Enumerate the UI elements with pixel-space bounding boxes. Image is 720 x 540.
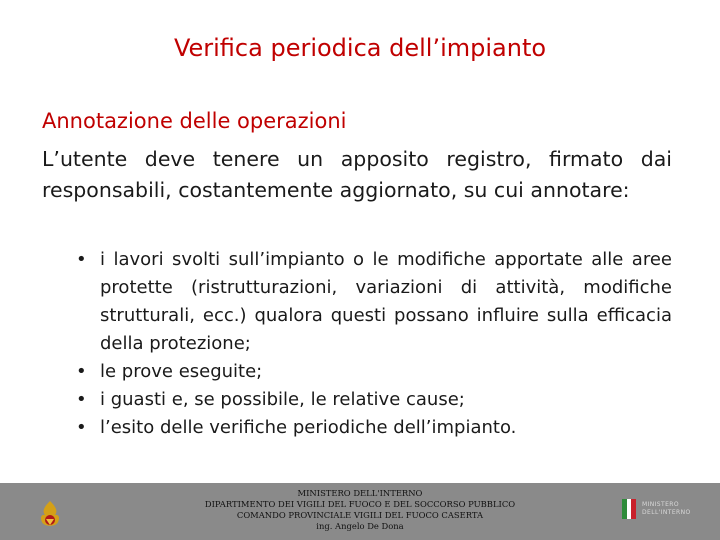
- ministry-logo-text: MINISTERO DELL'INTERNO: [642, 501, 691, 516]
- footer-line: ing. Angelo De Dona: [316, 521, 404, 531]
- italian-flag-icon: [622, 499, 636, 519]
- list-item: [76, 358, 672, 386]
- footer-line: COMANDO PROVINCIALE VIGILI DEL FUOCO CASERTA: [236, 510, 484, 520]
- ministry-logo-icon: [622, 497, 702, 523]
- section-heading: Annotazione delle operazioni: [42, 109, 347, 133]
- list-item: [76, 414, 672, 442]
- bullet-marker: •: [76, 249, 87, 270]
- footer-bar: [0, 483, 720, 540]
- slide-title: Verifica periodica dell’impianto: [173, 34, 547, 62]
- intro-paragraph: L’utente deve tenere un apposito registro, firmato dai responsabili, costantemente aggiornato, su cui annotare:: [42, 147, 672, 202]
- footer-line: MINISTERO DELL'INTERNO: [297, 488, 423, 498]
- list-item: [76, 246, 672, 358]
- bullet-list: [76, 246, 672, 442]
- footer-text: [170, 488, 550, 532]
- fire-brigade-emblem-icon: [36, 499, 64, 531]
- footer-line: DIPARTIMENTO DEI VIGILI DEL FUOCO E DEL SOCCORSO PUBBLICO: [204, 499, 516, 509]
- list-item-text: i lavori svolti sull’impianto o le modifiche apportate alle aree protette (ristrutturazioni, variazioni di attività, modifiche strutturali, ecc.) qualora questi possano influire sulla efficacia della protezione;: [100, 249, 672, 354]
- bullet-marker: •: [76, 361, 87, 382]
- bullet-marker: •: [76, 389, 87, 410]
- bullet-marker: •: [76, 417, 87, 438]
- list-item-text: l’esito delle verifiche periodiche dell’impianto.: [100, 417, 517, 438]
- list-item-text: i guasti e, se possibile, le relative cause;: [100, 389, 465, 410]
- list-item-text: le prove eseguite;: [100, 361, 263, 382]
- list-item: [76, 386, 672, 414]
